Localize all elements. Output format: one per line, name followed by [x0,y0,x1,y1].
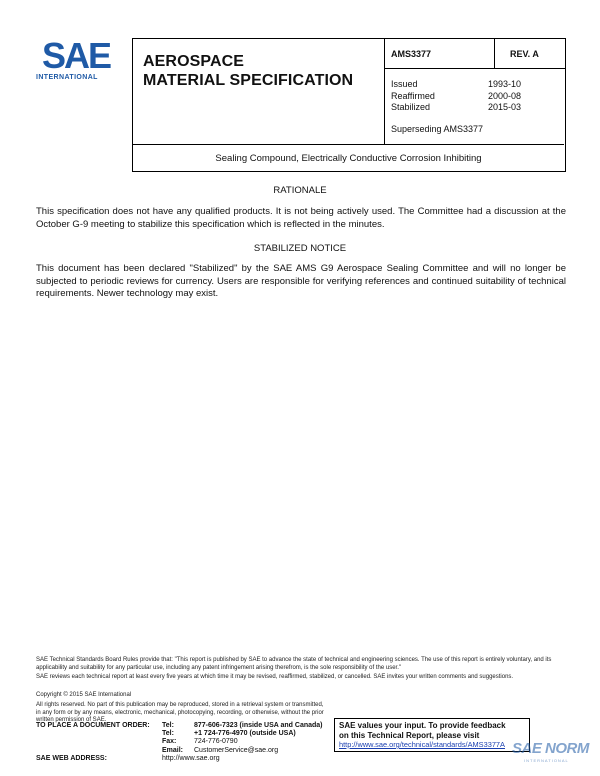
stabilized-heading: STABILIZED NOTICE [253,243,347,254]
date-value: 2000-08 [487,90,521,101]
contact-row [36,738,323,746]
date-value: 1993-10 [487,79,521,89]
document-header [132,38,566,172]
sae-logo [36,35,116,88]
order-label: TO PLACE A DOCUMENT ORDER: [36,722,150,729]
feedback-box [334,718,530,752]
contact-value: +1 724-776-4970 (outside USA) [194,730,296,738]
review-text: SAE reviews each technical report at least every five years at which time it may be revised, reaffirmed, stabilized, or cancelled. SAE invites your written comments and suggestions. [36,674,514,680]
date-row [391,102,521,114]
date-label: Issued [391,79,418,89]
email-link[interactable]: CustomerService@sae.org [194,746,279,754]
copyright: Copyright © 2015 SAE International [36,692,132,698]
contact-key: Fax: [162,738,177,746]
title-line-2: MATERIAL SPECIFICATION [143,72,354,89]
date-value: 2015-03 [487,102,521,112]
contact-value: 724-776-0790 [194,738,238,746]
date-label: Reaffirmed [391,90,435,101]
web-label: SAE WEB ADDRESS: [36,754,107,762]
date-row [391,91,521,103]
doc-number: AMS3377 [391,49,432,59]
contact-row [36,722,323,730]
logo-mark: SAE [42,35,111,76]
contact-row [36,730,323,738]
order-contacts [36,722,323,763]
watermark-text: SAE NORM [512,740,589,757]
superseding-note: Superseding AMS3377 [391,124,484,134]
stabilized-text: This document has been declared "Stabilized" by the SAE AMS G9 Aerospace Sealing Committee and will no longer be subjected to periodic reviews for currency. Users are responsible for verifying references and continued suitability of technical requirements. Newer technology may exist. [36,263,566,300]
date-list [391,79,521,114]
contact-row [36,755,323,763]
logo-wordmark: INTERNATIONAL [36,74,98,81]
subtitle-cell [133,144,564,171]
date-label: Stabilized [391,102,431,112]
revision-cell [494,39,565,69]
contact-key: Tel: [162,722,174,729]
title-line-1: AEROSPACE [143,53,245,70]
web-address-link[interactable]: http://www.sae.org [162,754,220,762]
title-cell [133,39,385,144]
document-subtitle: Sealing Compound, Electrically Conductive Corrosion Inhibiting [215,153,482,164]
contact-row [36,747,323,755]
feedback-line-1: SAE values your input. To provide feedback [339,721,506,730]
watermark-sub: INTERNATIONAL [524,758,569,763]
doc-number-cell [385,39,495,69]
contact-key: Tel: [162,730,174,738]
feedback-link[interactable]: http://www.sae.org/technical/standards/AMS3377A [339,740,505,749]
feedback-line-2: on this Technical Report, please visit [339,730,480,740]
document-type-title [143,52,353,90]
date-row [391,79,521,91]
contact-key: Email: [162,746,184,754]
rights-text: All rights reserved. No part of this publication may be reproduced, stored in a retrieval system or transmitted, in any form or by any means, electronic, mechanical, photocopying, recording, or otherwise, without the prior written permission of SAE. [36,702,324,724]
rationale-text: This specification does not have any qualified products. It is not being actively used. The Committee had a discussion at the October G-9 meeting to stabilize this specification which is reflected in the minutes. [36,206,566,230]
rationale-heading: RATIONALE [273,185,327,196]
watermark-logo [512,736,590,766]
revision: REV. A [510,49,539,59]
policy-text: SAE Technical Standards Board Rules provide that: "This report is published by SAE to advance the state of technical and engineering sciences. The use of this report is entirely voluntary, and its applicability and suitability for any particular use, including any patent infringement arising therefrom, is the sole responsibility of the user." [36,657,552,671]
contact-value: 877-606-7323 (inside USA and Canada) [194,722,323,729]
